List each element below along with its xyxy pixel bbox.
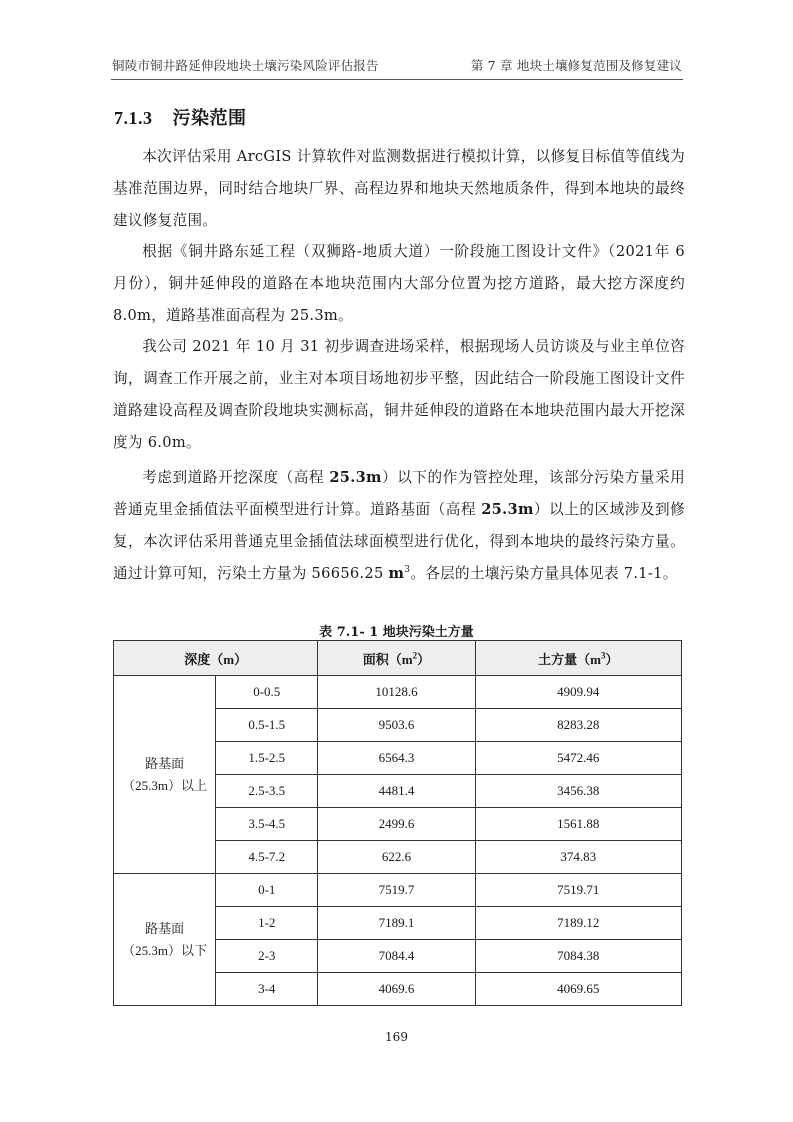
cell-area: 9503.6 — [318, 709, 475, 742]
cell-volume: 3456.38 — [475, 775, 681, 808]
header-depth: 深度（m） — [114, 641, 318, 676]
unit-exponent: 3 — [404, 565, 411, 576]
header-area-exp: 2 — [412, 650, 418, 661]
cell-depth: 0-1 — [216, 874, 318, 907]
group-label — [114, 874, 216, 1006]
cell-volume: 7084.38 — [475, 940, 681, 973]
cell-area: 4069.6 — [318, 973, 475, 1006]
cell-volume: 8283.28 — [475, 709, 681, 742]
soil-volume-table — [113, 640, 682, 1006]
unit: m — [388, 565, 405, 582]
cell-depth: 3-4 — [216, 973, 318, 1006]
cell-volume: 4069.65 — [475, 973, 681, 1006]
text-run: 考虑到道路开挖深度（高程 — [142, 469, 330, 486]
table-row — [114, 676, 682, 709]
paragraph-3-text: 我公司 2021 年 10 月 31 初步调查进场采样，根据现场人员访谈及与业主单位咨询，调查工作开展之前，业主对本项目场地初步平整，因此结合一阶段施工图设计文件道路建设高程及调查阶段地块实测标高，铜井延伸段的道路在本地块范围内最大开挖深度为 6.0m。 — [113, 338, 685, 451]
cell-volume: 374.83 — [475, 841, 681, 874]
cell-volume: 5472.46 — [475, 742, 681, 775]
header-area — [318, 641, 475, 676]
paragraph-2-text: 根据《铜井路东延工程（双狮路-地质大道）一阶段施工图设计文件》（2021年 6 月份），铜井延伸段的道路在本地块范围内大部分位置为挖方道路，最大挖方深度约 8.0m，道路基准面高程为 25.3m。 — [113, 243, 685, 324]
group-label — [114, 676, 216, 874]
cell-volume: 4909.94 — [475, 676, 681, 709]
paragraph-1 — [113, 141, 685, 237]
text-run: ）以下的作为管控处理，该部分污染方量采用普通克里金插值法平面模型进行计算。道路基面（高程 — [113, 469, 685, 518]
cell-volume: 7519.71 — [475, 874, 681, 907]
cell-area: 7189.1 — [318, 907, 475, 940]
cell-depth: 2-3 — [216, 940, 318, 973]
paragraph-4-text — [113, 462, 685, 590]
paragraph-1-text: 本次评估采用 ArcGIS 计算软件对监测数据进行模拟计算，以修复目标值等值线为基准范围边界，同时结合地块厂界、高程边界和地块天然地质条件，得到本地块的最终建议修复范围。 — [113, 148, 685, 229]
table-header-row — [114, 641, 682, 676]
cell-depth: 2.5-3.5 — [216, 775, 318, 808]
cell-area: 7519.7 — [318, 874, 475, 907]
header-volume — [475, 641, 681, 676]
cell-area: 4481.4 — [318, 775, 475, 808]
paragraph-2 — [113, 236, 685, 332]
cell-area: 7084.4 — [318, 940, 475, 973]
report-title: 铜陵市铜井路延伸段地块土壤污染风险评估报告 — [112, 58, 379, 73]
cell-depth: 1.5-2.5 — [216, 742, 318, 775]
cell-volume: 7189.12 — [475, 907, 681, 940]
paragraph-4 — [113, 462, 685, 590]
header-volume-exp: 3 — [600, 650, 606, 661]
text-run: ）以上的区域涉及到修复，本次评估采用普通克里金插值法球面模型进行优化，得到本地块的最终污染方量。通过计算可知，污染土方量为 56656.25 — [113, 501, 685, 582]
group-label-line1: 路基面 — [145, 755, 185, 771]
table-caption: 表 7.1- 1 地块污染土方量 — [319, 625, 474, 640]
header-area-close: ） — [417, 651, 431, 667]
text-run: 。各层的土壤污染方量具体见表 7.1-1。 — [410, 565, 678, 582]
group-label-line1: 路基面 — [145, 920, 185, 936]
elevation-value: 25.3m — [481, 501, 534, 518]
page-number: 169 — [385, 1030, 408, 1044]
section-number: 7.1.3 — [114, 108, 153, 128]
cell-area: 6564.3 — [318, 742, 475, 775]
cell-depth: 4.5-7.2 — [216, 841, 318, 874]
cell-depth: 1-2 — [216, 907, 318, 940]
cell-area: 622.6 — [318, 841, 475, 874]
cell-depth: 3.5-4.5 — [216, 808, 318, 841]
cell-depth: 0-0.5 — [216, 676, 318, 709]
chapter-title: 第 7 章 地块土壤修复范围及修复建议 — [470, 58, 682, 73]
header-area-label: 面积（m — [362, 651, 413, 667]
header-divider — [111, 79, 683, 80]
paragraph-3 — [113, 331, 685, 459]
cell-volume: 1561.88 — [475, 808, 681, 841]
group-label-line2: （25.3m）以上 — [122, 777, 208, 793]
group-label-line2: （25.3m）以下 — [122, 942, 208, 958]
header-volume-close: ） — [605, 651, 619, 667]
running-header — [112, 56, 682, 74]
cell-area: 2499.6 — [318, 808, 475, 841]
header-volume-label: 土方量（m — [538, 651, 601, 667]
cell-depth: 0.5-1.5 — [216, 709, 318, 742]
elevation-value: 25.3m — [329, 469, 382, 486]
section-title: 污染范围 — [172, 108, 247, 128]
cell-area: 10128.6 — [318, 676, 475, 709]
table-row — [114, 874, 682, 907]
section-heading — [114, 104, 247, 130]
